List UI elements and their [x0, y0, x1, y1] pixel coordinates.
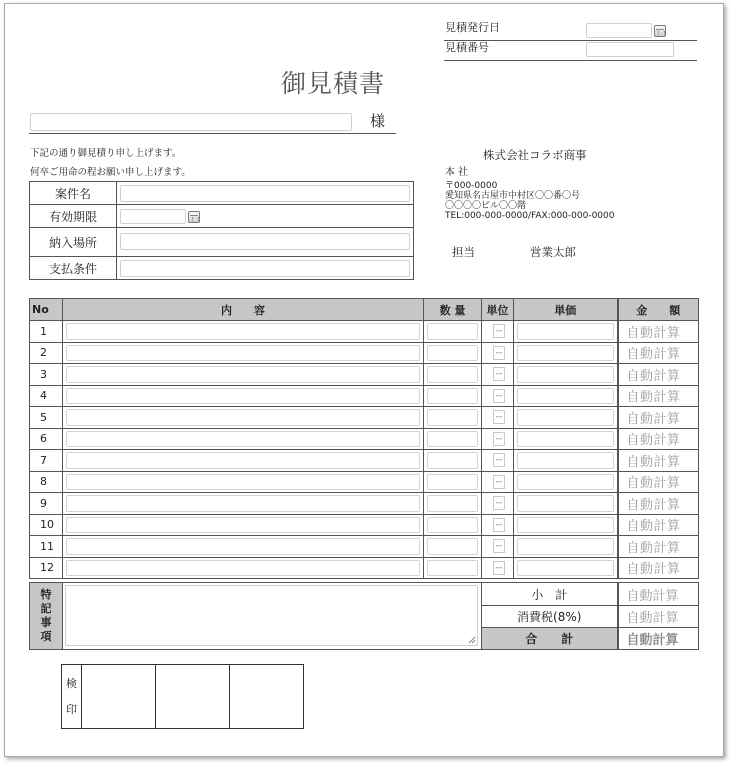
row-no: 1 — [30, 321, 63, 343]
price-input[interactable] — [517, 560, 614, 577]
company-name: 株式会社コラボ商事 — [483, 148, 587, 162]
price-cell — [514, 557, 618, 579]
qty-input[interactable] — [427, 388, 478, 405]
qty-cell — [424, 364, 482, 386]
stamp-box-3 — [230, 665, 304, 729]
qty-cell — [424, 471, 482, 493]
unit-select[interactable]: -- — [493, 432, 505, 446]
unit-select[interactable]: -- — [493, 410, 505, 424]
content-cell — [63, 514, 424, 536]
amount-cell: 自動計算 — [618, 342, 699, 364]
amount-cell: 自動計算 — [618, 385, 699, 407]
content-cell — [63, 428, 424, 450]
expiry-label: 有効期限 — [30, 205, 117, 228]
content-input[interactable] — [66, 495, 420, 512]
stamp-label-2: 印 — [66, 702, 77, 716]
intro-line-2: 何卒ご用命の程お願い申し上げます。 — [30, 167, 191, 178]
price-cell — [514, 364, 618, 386]
content-cell — [63, 321, 424, 343]
table-row — [30, 493, 699, 515]
unit-select[interactable]: -- — [493, 324, 505, 338]
unit-cell — [482, 514, 514, 536]
qty-input[interactable] — [427, 517, 478, 534]
content-input[interactable] — [66, 474, 420, 491]
row-no: 2 — [30, 342, 63, 364]
estimate-no-underline — [444, 60, 697, 61]
row-no: 7 — [30, 450, 63, 472]
row-no: 3 — [30, 364, 63, 386]
issue-date-input[interactable] — [586, 23, 652, 38]
intro-line-1: 下記の通り御見積り申し上げます。 — [30, 148, 182, 159]
calendar-icon[interactable] — [188, 211, 200, 223]
qty-input[interactable] — [427, 323, 478, 340]
unit-select[interactable]: -- — [493, 475, 505, 489]
content-input[interactable] — [66, 366, 420, 383]
table-row — [30, 471, 699, 493]
qty-cell — [424, 514, 482, 536]
page-title: 御見積書 — [281, 69, 386, 98]
company-address-2: 〇〇〇〇ビル〇〇階 — [445, 201, 527, 211]
price-input[interactable] — [517, 388, 614, 405]
project-name-input[interactable] — [120, 185, 410, 202]
amount-cell: 自動計算 — [618, 514, 699, 536]
content-input[interactable] — [66, 345, 420, 362]
row-no: 4 — [30, 385, 63, 407]
stamp-box-2 — [156, 665, 230, 729]
qty-input[interactable] — [427, 345, 478, 362]
amount-cell: 自動計算 — [618, 321, 699, 343]
payment-terms-input[interactable] — [120, 260, 410, 277]
unit-select[interactable]: -- — [493, 367, 505, 381]
content-cell — [63, 364, 424, 386]
unit-select[interactable]: -- — [493, 539, 505, 553]
price-cell — [514, 385, 618, 407]
expiry-input[interactable] — [120, 209, 186, 224]
row-no: 6 — [30, 428, 63, 450]
delivery-place-input[interactable] — [120, 233, 410, 250]
table-row — [30, 321, 699, 343]
unit-cell — [482, 407, 514, 429]
row-no: 10 — [30, 514, 63, 536]
delivery-place-cell — [117, 228, 414, 257]
amount-cell: 自動計算 — [618, 536, 699, 558]
qty-cell — [424, 428, 482, 450]
price-input[interactable] — [517, 345, 614, 362]
qty-cell — [424, 321, 482, 343]
content-input[interactable] — [66, 409, 420, 426]
unit-cell — [482, 557, 514, 579]
unit-cell — [482, 364, 514, 386]
price-cell — [514, 514, 618, 536]
unit-select[interactable]: -- — [493, 496, 505, 510]
qty-cell — [424, 407, 482, 429]
amount-cell: 自動計算 — [618, 364, 699, 386]
row-no: 11 — [30, 536, 63, 558]
row-no: 8 — [30, 471, 63, 493]
issue-date-label: 見積発行日 — [445, 21, 500, 34]
tax-label: 消費税(8%) — [482, 606, 618, 628]
item-rows — [30, 321, 699, 579]
content-input[interactable] — [66, 560, 420, 577]
qty-cell — [424, 536, 482, 558]
qty-input[interactable] — [427, 495, 478, 512]
price-input[interactable] — [517, 323, 614, 340]
table-row — [30, 428, 699, 450]
unit-cell — [482, 321, 514, 343]
info-row-payment — [30, 257, 414, 280]
amount-cell: 自動計算 — [618, 407, 699, 429]
header-amount: 金 額 — [618, 299, 699, 321]
remarks-table — [29, 582, 699, 650]
price-cell — [514, 342, 618, 364]
qty-cell — [424, 342, 482, 364]
qty-cell — [424, 493, 482, 515]
content-input[interactable] — [66, 452, 420, 469]
project-name-label: 案件名 — [30, 182, 117, 205]
qty-input[interactable] — [427, 560, 478, 577]
content-input[interactable] — [66, 323, 420, 340]
price-cell — [514, 536, 618, 558]
info-row-project — [30, 182, 414, 205]
price-input[interactable] — [517, 538, 614, 555]
payment-terms-label: 支払条件 — [30, 257, 117, 280]
unit-select[interactable]: -- — [493, 453, 505, 467]
info-row-delivery — [30, 228, 414, 257]
price-input[interactable] — [517, 495, 614, 512]
unit-cell — [482, 385, 514, 407]
stamp-box-1 — [82, 665, 156, 729]
content-input[interactable] — [66, 538, 420, 555]
price-input[interactable] — [517, 366, 614, 383]
table-row — [30, 385, 699, 407]
price-input[interactable] — [517, 517, 614, 534]
remarks-cell — [63, 583, 482, 650]
unit-cell — [482, 428, 514, 450]
delivery-place-label: 納入場所 — [30, 228, 117, 257]
table-row — [30, 536, 699, 558]
table-row — [30, 407, 699, 429]
stamp-table — [61, 664, 304, 729]
estimate-no-label: 見積番号 — [445, 41, 489, 54]
qty-input[interactable] — [427, 452, 478, 469]
table-row — [30, 450, 699, 472]
unit-cell — [482, 342, 514, 364]
qty-cell — [424, 557, 482, 579]
subtotal-value: 自動計算 — [618, 583, 699, 606]
subtotal-label: 小 計 — [482, 583, 618, 606]
amount-cell: 自動計算 — [618, 450, 699, 472]
subtotal-row — [30, 583, 699, 606]
content-cell — [63, 407, 424, 429]
info-row-expiry — [30, 205, 414, 228]
customer-name-input[interactable] — [30, 113, 352, 131]
price-input[interactable] — [517, 431, 614, 448]
project-name-cell — [117, 182, 414, 205]
content-cell — [63, 557, 424, 579]
total-value: 自動計算 — [618, 628, 699, 650]
amount-cell: 自動計算 — [618, 557, 699, 579]
row-no: 12 — [30, 557, 63, 579]
remarks-textarea[interactable] — [65, 585, 478, 646]
payment-terms-cell — [117, 257, 414, 280]
items-table — [29, 298, 699, 579]
table-row — [30, 557, 699, 579]
remarks-label-text: 特記事項 — [40, 588, 52, 643]
price-input[interactable] — [517, 452, 614, 469]
price-cell — [514, 407, 618, 429]
unit-select[interactable]: -- — [493, 518, 505, 532]
price-cell — [514, 321, 618, 343]
unit-select[interactable]: -- — [493, 346, 505, 360]
calendar-icon[interactable] — [654, 25, 666, 37]
customer-underline — [29, 133, 396, 134]
qty-input[interactable] — [427, 474, 478, 491]
price-cell — [514, 493, 618, 515]
info-table — [29, 181, 414, 280]
total-label: 合 計 — [482, 628, 618, 650]
qty-cell — [424, 450, 482, 472]
content-cell — [63, 342, 424, 364]
amount-cell: 自動計算 — [618, 471, 699, 493]
price-cell — [514, 450, 618, 472]
staff-name: 営業太郎 — [530, 245, 576, 259]
price-input[interactable] — [517, 409, 614, 426]
company-branch: 本 社 — [445, 167, 469, 178]
price-cell — [514, 428, 618, 450]
expiry-cell — [117, 205, 414, 228]
content-cell — [63, 536, 424, 558]
content-input[interactable] — [66, 517, 420, 534]
qty-input[interactable] — [427, 409, 478, 426]
header-unit: 単位 — [482, 299, 514, 321]
stamp-label-1: 検 — [66, 676, 77, 690]
staff-label: 担当 — [452, 245, 475, 259]
price-cell — [514, 471, 618, 493]
estimate-sheet — [4, 3, 724, 757]
honorific: 様 — [370, 112, 386, 130]
unit-cell — [482, 493, 514, 515]
header-no: No — [30, 299, 63, 321]
content-input[interactable] — [66, 388, 420, 405]
unit-select[interactable]: -- — [493, 561, 505, 575]
unit-cell — [482, 536, 514, 558]
remarks-label — [30, 583, 63, 650]
content-cell — [63, 450, 424, 472]
header-content: 内 容 — [63, 299, 424, 321]
qty-cell — [424, 385, 482, 407]
row-no: 9 — [30, 493, 63, 515]
company-address-1: 愛知県名古屋市中村区〇〇番〇号 — [445, 191, 581, 201]
content-cell — [63, 493, 424, 515]
row-no: 5 — [30, 407, 63, 429]
content-cell — [63, 471, 424, 493]
items-header-row — [30, 299, 699, 321]
amount-cell: 自動計算 — [618, 428, 699, 450]
company-tel-fax: TEL:000-000-0000/FAX:000-000-0000 — [445, 211, 615, 221]
price-input[interactable] — [517, 474, 614, 491]
content-input[interactable] — [66, 431, 420, 448]
table-row — [30, 514, 699, 536]
qty-input[interactable] — [427, 538, 478, 555]
tax-value: 自動計算 — [618, 606, 699, 628]
estimate-no-input[interactable] — [586, 42, 674, 57]
header-qty: 数 量 — [424, 299, 482, 321]
header-price: 単価 — [514, 299, 618, 321]
table-row — [30, 364, 699, 386]
stamp-row — [62, 665, 304, 729]
unit-cell — [482, 471, 514, 493]
qty-input[interactable] — [427, 431, 478, 448]
content-cell — [63, 385, 424, 407]
resize-handle-icon[interactable] — [468, 636, 476, 644]
unit-select[interactable]: -- — [493, 389, 505, 403]
qty-input[interactable] — [427, 366, 478, 383]
table-row — [30, 342, 699, 364]
company-postal: 〒000-0000 — [445, 181, 498, 191]
stamp-label — [62, 665, 82, 729]
amount-cell: 自動計算 — [618, 493, 699, 515]
unit-cell — [482, 450, 514, 472]
